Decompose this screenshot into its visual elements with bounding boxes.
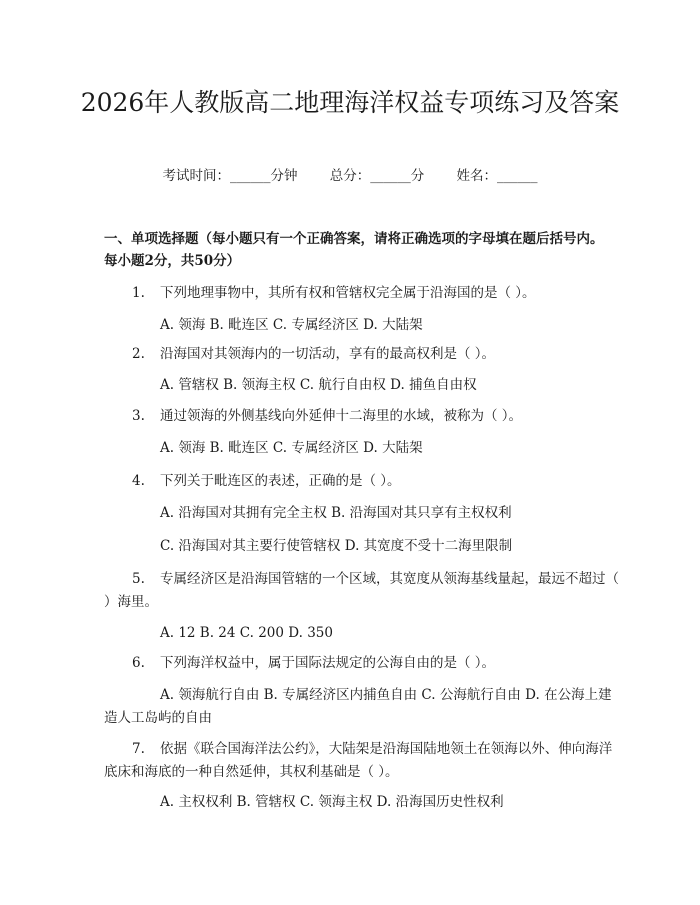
student-name: 姓名：______ bbox=[456, 168, 538, 184]
question-number: 3. bbox=[132, 408, 145, 424]
section-heading: 一、单项选择题（每小题只有一个正确答案，请将正确选项的字母填在题后括号内。每小题2分，共50分） bbox=[104, 231, 604, 269]
question-number: 6. bbox=[132, 655, 145, 671]
question-stem: 下列关于毗连区的表述，正确的是（ ）。 bbox=[160, 473, 401, 489]
question-number: 1. bbox=[132, 285, 145, 301]
question-number: 5. bbox=[132, 571, 145, 587]
question-5-options: A. 12 B. 24 C. 200 D. 350 bbox=[160, 625, 333, 641]
question-4-option-line-1: A. 沿海国对其拥有完全主权 B. 沿海国对其只享有主权权利 bbox=[160, 505, 512, 521]
page-title: 2026年人教版高二地理海洋权益专项练习及答案 bbox=[80, 88, 620, 117]
question-number: 2. bbox=[132, 346, 145, 362]
exam-time: 考试时间：______分钟 bbox=[162, 168, 298, 184]
question-1 bbox=[104, 282, 620, 305]
question-2 bbox=[104, 343, 620, 366]
question-3 bbox=[104, 405, 620, 428]
question-stem: 依据《联合国海洋法公约》，大陆架是沿海国陆地领土在领海以外、伸向海洋底床和海底的一种自然延伸，其权利基础是（ ）。 bbox=[104, 741, 613, 780]
question-number: 7. bbox=[132, 741, 145, 757]
question-4-option-line-2: C. 沿海国对其主要行使管辖权 D. 其宽度不受十二海里限制 bbox=[160, 538, 513, 554]
question-stem: 下列海洋权益中，属于国际法规定的公海自由的是（ ）。 bbox=[160, 655, 496, 671]
question-stem: 下列地理事物中，其所有权和管辖权完全属于沿海国的是（ ）。 bbox=[160, 285, 536, 301]
question-stem: 专属经济区是沿海国管辖的一个区域，其宽度从领海基线量起，最远不超过（ ）海里。 bbox=[104, 571, 619, 610]
question-stem: 通过领海的外侧基线向外延伸十二海里的水域，被称为（ ）。 bbox=[160, 408, 523, 424]
question-4 bbox=[104, 470, 620, 493]
total-score: 总分：______分 bbox=[329, 168, 425, 184]
question-6 bbox=[104, 652, 620, 675]
question-7-options: A. 主权权利 B. 管辖权 C. 领海主权 D. 沿海国历史性权利 bbox=[160, 794, 504, 810]
question-6-options: A. 领海航行自由 B. 专属经济区内捕鱼自由 C. 公海航行自由 D. 在公海上建造人工岛屿的自由 bbox=[104, 687, 612, 726]
question-5 bbox=[104, 568, 620, 614]
question-number: 4. bbox=[132, 473, 145, 489]
question-1-options: A. 领海 B. 毗连区 C. 专属经济区 D. 大陆架 bbox=[160, 317, 423, 333]
question-3-options: A. 领海 B. 毗连区 C. 专属经济区 D. 大陆架 bbox=[160, 440, 423, 456]
exam-meta bbox=[0, 166, 700, 186]
question-7 bbox=[104, 738, 620, 784]
question-stem: 沿海国对其领海内的一切活动，享有的最高权利是（ ）。 bbox=[160, 346, 496, 362]
question-2-options: A. 管辖权 B. 领海主权 C. 航行自由权 D. 捕鱼自由权 bbox=[160, 377, 477, 393]
